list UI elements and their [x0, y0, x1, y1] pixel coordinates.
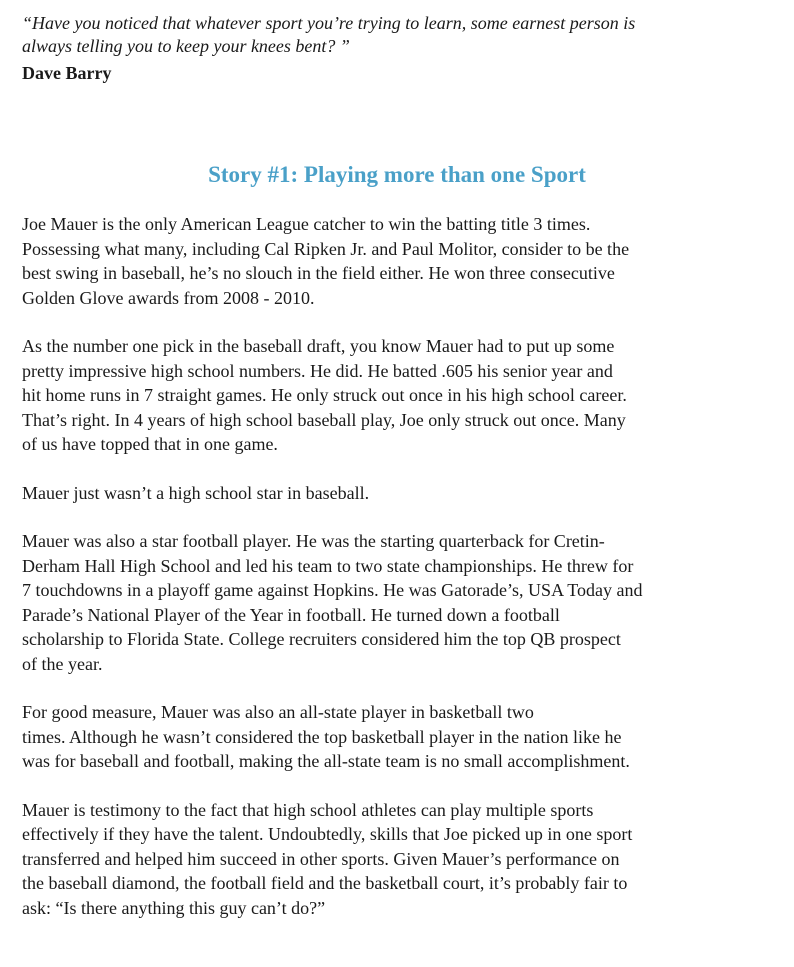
text-line: was for baseball and football, making the all-state team is no small accomplishment. — [22, 751, 630, 771]
story-body — [22, 212, 782, 944]
text-line: Mauer is testimony to the fact that high school athletes can play multiple sports — [22, 799, 594, 820]
text-line: Mauer just wasn’t a high school star in baseball. — [22, 482, 370, 503]
text-line: Possessing what many, including Cal Ripken Jr. and Paul Molitor, consider to be the — [22, 238, 630, 259]
paragraph — [22, 529, 782, 676]
text-line: hit home runs in 7 straight games. He only struck out once in his high school career. — [22, 385, 627, 405]
quote-author: Dave Barry — [22, 63, 112, 83]
text-line: Mauer was also a star football player. He was the starting quarterback for Cretin- — [22, 531, 605, 551]
text-line: times. Although he wasn’t considered the top basketball player in the nation like he — [22, 726, 622, 747]
text-line: Joe Mauer is the only American League catcher to win the batting title 3 times. — [22, 214, 591, 234]
text-line: Parade’s National Player of the Year in football. He turned down a football — [22, 604, 560, 625]
text-line: the baseball diamond, the football field and the basketball court, it’s probably fair to — [22, 873, 628, 893]
text-line: scholarship to Florida State. College recruiters considered him the top QB prospect — [22, 629, 621, 649]
quote-line: “Have you noticed that whatever sport you’re trying to learn, some earnest person is — [22, 13, 636, 33]
paragraph — [22, 798, 782, 921]
text-line: ask: “Is there anything this guy can’t do?” — [22, 897, 326, 918]
paragraph — [22, 334, 782, 457]
text-line: of us have topped that in one game. — [22, 434, 278, 454]
text-line: Derham Hall High School and led his team to two state championships. He threw for — [22, 555, 634, 576]
text-line: 7 touchdowns in a playoff game against Hopkins. He was Gatorade’s, USA Today and — [22, 580, 643, 600]
text-line: best swing in baseball, he’s no slouch in the field either. He won three consecutive — [22, 263, 615, 283]
text-line: transferred and helped him succeed in other sports. Given Mauer’s performance on — [22, 848, 620, 869]
text-line: of the year. — [22, 653, 103, 674]
text-line: As the number one pick in the baseball draft, you know Mauer had to put up some — [22, 336, 615, 356]
text-line: effectively if they have the talent. Undoubtedly, skills that Joe picked up in one sport — [22, 824, 633, 844]
text-line: For good measure, Mauer was also an all-state player in basketball two — [22, 702, 534, 722]
text-line: That’s right. In 4 years of high school baseball play, Joe only struck out once. Many — [22, 409, 626, 430]
quote-line: always telling you to keep your knees bent? ” — [22, 36, 350, 56]
text-line: pretty impressive high school numbers. He did. He batted .605 his senior year and — [22, 360, 613, 381]
paragraph — [22, 700, 782, 774]
text-line: Golden Glove awards from 2008 - 2010. — [22, 287, 315, 308]
paragraph — [22, 481, 782, 506]
paragraph — [22, 212, 782, 310]
story-title: Story #1: Playing more than one Sport — [208, 162, 586, 187]
epigraph-quote — [22, 12, 782, 58]
